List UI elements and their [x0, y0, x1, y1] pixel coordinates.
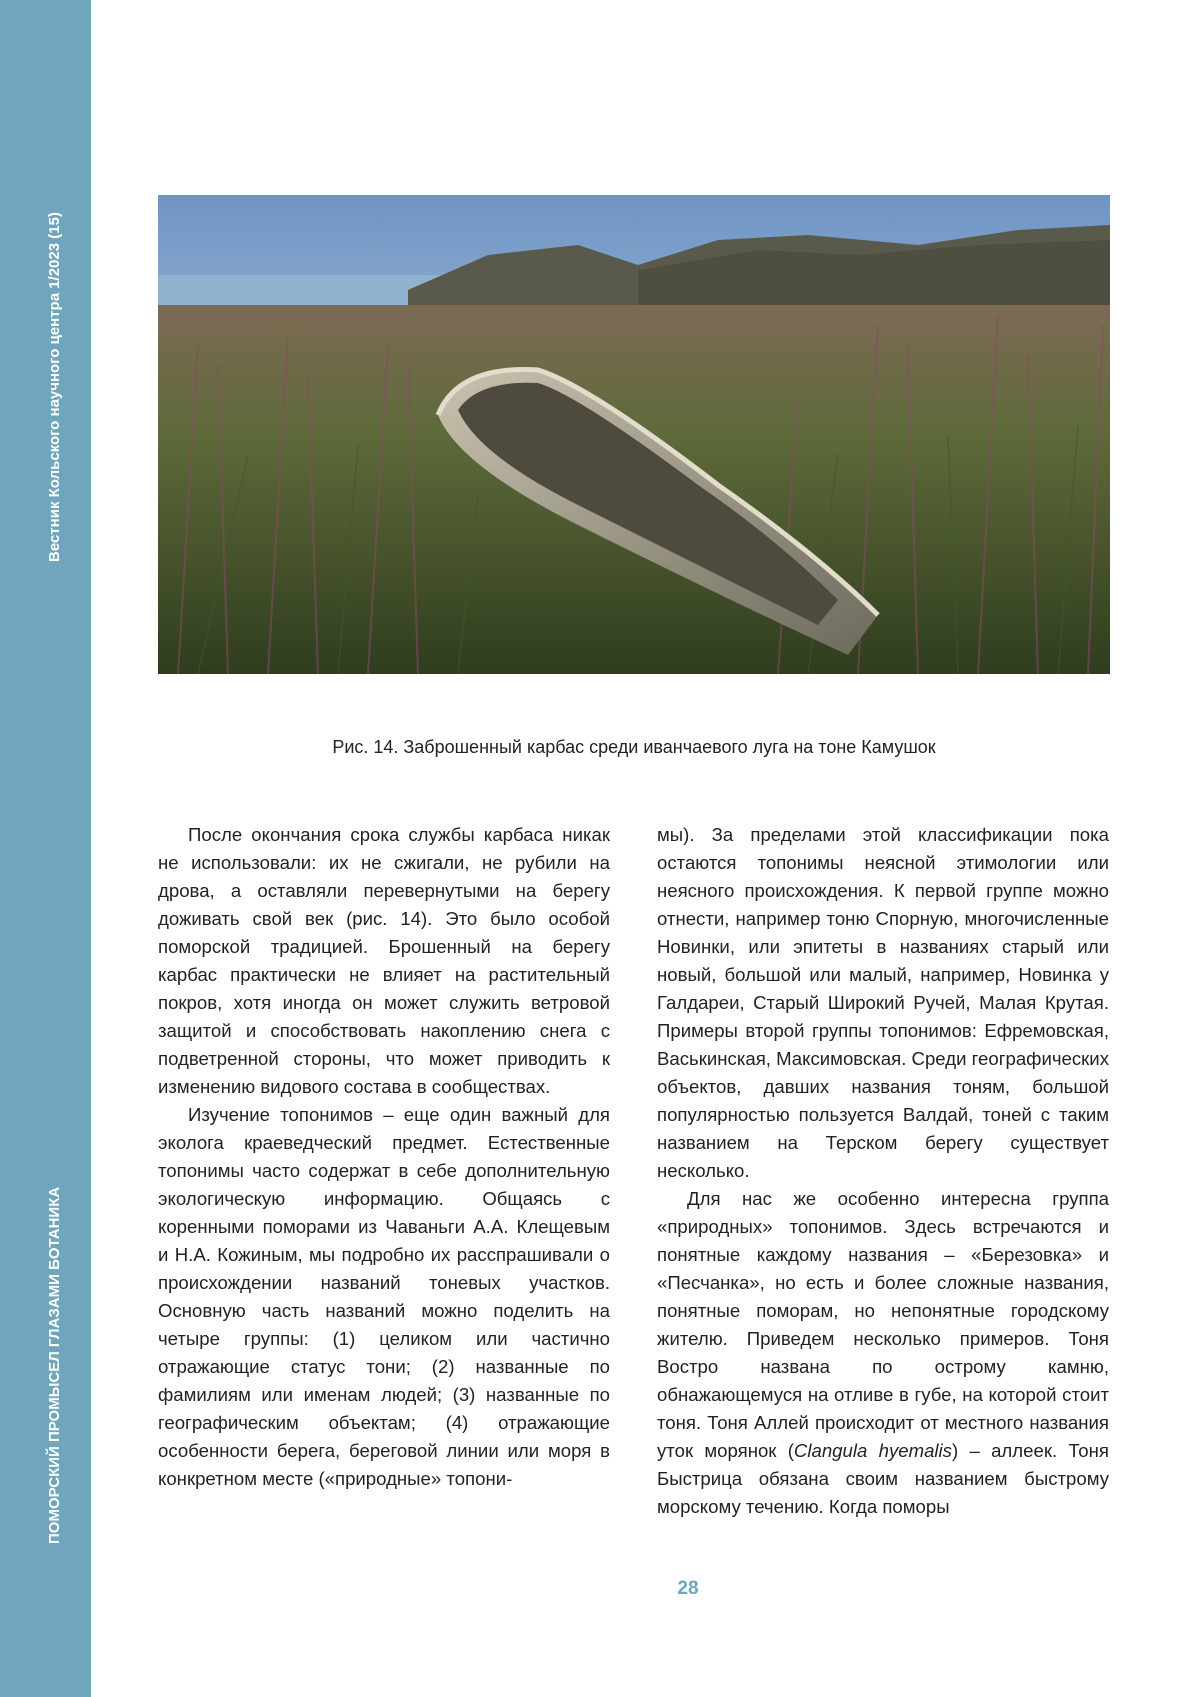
- latin-species-name: Clangula hyemalis: [794, 1440, 952, 1461]
- figure-photo-abandoned-boat: [158, 195, 1110, 674]
- text-run: Для нас же особенно интересна группа «природных» топонимов. Здесь встречаются и понятные каждому названия – «Березовка» и «Песчанка», но есть и более сложные названия, понятные поморам, но непонятные городскому жителю. Приведем несколько примеров. Тоня Востро названа по острому камню, обнажающемуся на отливе в губе, на которой стоит тоня. Тоня Аллей происходит от местного названия уток морянок (: [657, 1188, 1109, 1461]
- sidebar: [0, 0, 91, 1697]
- paragraph: После окончания срока службы карбаса никак не использовали: их не сжигали, не рубили на дрова, а оставляли перевернутыми на берегу доживать свой век (рис. 14). Это было особой поморской традицией. Брошенный на берегу карбас практически не влияет на растительный покров, хотя иногда он может служить ветровой защитой и способствовать накоплению снега с подветренной стороны, что может приводить к изменению видового состава в сообществах.: [158, 821, 610, 1101]
- paragraph: Изучение топонимов – еще один важный для эколога краеведческий предмет. Естественные топонимы часто содержат в себе дополнительную экологическую информацию. Общаясь с коренными поморами из Чаваньги А.А. Клещевым и Н.А. Кожиным, мы подробно их расспрашивали о происхождении названий тоневых участков. Основную часть названий можно поделить на четыре группы: (1) целиком или частично отражающие статус тони; (2) названные по фамилиям или именам людей; (3) названные по географическим объектам; (4) отражающие особенности берега, береговой линии или моря в конкретном месте («природные» топони-: [158, 1101, 610, 1493]
- page-number-value: 28: [677, 1578, 698, 1600]
- text-column-left: [158, 821, 610, 1493]
- photo-illustration: [158, 195, 1110, 674]
- text-column-right: [657, 821, 1109, 1521]
- page-number: [0, 1578, 1200, 1600]
- paragraph: [657, 1185, 1109, 1521]
- text-run: ) – аллеек. Тоня Быстрица обязана своим названием быстрому морскому течению. Когда поморы: [657, 1440, 1109, 1517]
- paragraph: мы). За пределами этой классификации пока остаются топонимы неясной этимологии или неясного происхождения. К первой группе можно отнести, например тоню Спорную, многочисленные Новинки, или эпитеты в названиях старый или новый, большой или малый, например, Новинка у Галдареи, Старый Широкий Ручей, Малая Крутая. Примеры второй группы топонимов: Ефремовская, Васькинская, Максимовская. Среди географических объектов, давших названия тоням, большой популярностью пользуется Валдай, тоней с таким названием на Терском берегу существует несколько.: [657, 821, 1109, 1185]
- journal-title: Вестник Кольского научного центра 1/2023 (15): [46, 212, 63, 562]
- figure-caption: Рис. 14. Заброшенный карбас среди иванчаевого луга на тоне Камушок: [158, 737, 1110, 758]
- section-title: ПОМОРСКИЙ ПРОМЫСЕЛ ГЛАЗАМИ БОТАНИКА: [46, 1187, 63, 1544]
